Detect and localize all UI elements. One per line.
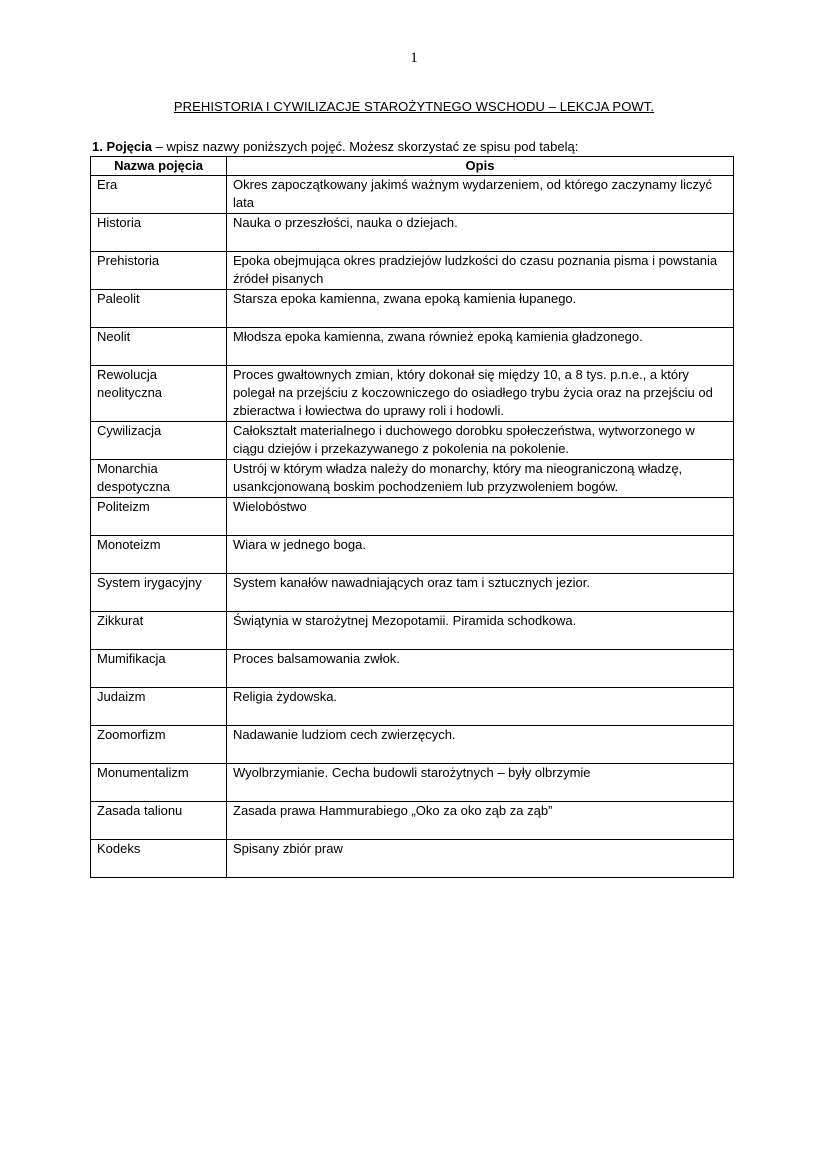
concept-name-cell: Prehistoria [91, 252, 227, 290]
concepts-table [90, 156, 734, 878]
concept-name-cell: Monumentalizm [91, 764, 227, 802]
concept-name-cell: Zikkurat [91, 612, 227, 650]
page-number: 1 [410, 50, 418, 66]
concept-name-cell: Rewolucja neolityczna [91, 366, 227, 422]
table-row [91, 688, 734, 726]
table-row [91, 498, 734, 536]
table-row [91, 422, 734, 460]
table-row [91, 840, 734, 878]
concept-name-cell: Zasada talionu [91, 802, 227, 840]
concept-description-cell: Nauka o przeszłości, nauka o dziejach. [227, 214, 734, 252]
concept-description-cell: Nadawanie ludziom cech zwierzęcych. [227, 726, 734, 764]
concept-name-cell: Politeizm [91, 498, 227, 536]
concept-name-cell: Era [91, 176, 227, 214]
task-heading [92, 139, 578, 154]
concept-description-cell: Religia żydowska. [227, 688, 734, 726]
concept-name-cell: Judaizm [91, 688, 227, 726]
concept-description-cell: Proces gwałtownych zmian, który dokonał się między 10, a 8 tys. p.n.e., a który polegał na przejściu z koczowniczego do osiadłego trybu życia oraz na przejściu od zbieractwa i łowiectwa do uprawy roli i hodowli. [227, 366, 734, 422]
concept-description-cell: Epoka obejmująca okres pradziejów ludzkości do czasu poznania pisma i powstania źródeł pisanych [227, 252, 734, 290]
concept-description-cell: Młodsza epoka kamienna, zwana również epoką kamienia gładzonego. [227, 328, 734, 366]
table-row [91, 726, 734, 764]
concept-name-cell: Paleolit [91, 290, 227, 328]
table-row [91, 536, 734, 574]
table-row [91, 574, 734, 612]
concept-description-cell: Okres zapoczątkowany jakimś ważnym wydarzeniem, od którego zaczynamy liczyć lata [227, 176, 734, 214]
concept-description-cell: Starsza epoka kamienna, zwana epoką kamienia łupanego. [227, 290, 734, 328]
concept-description-cell: Spisany zbiór praw [227, 840, 734, 878]
concept-name-cell: Mumifikacja [91, 650, 227, 688]
table-row [91, 290, 734, 328]
table-row [91, 328, 734, 366]
header-description: Opis [227, 157, 734, 176]
concept-description-cell: Ustrój w którym władza należy do monarchy, który ma nieograniczoną władzę, usankcjonowaną boskim pochodzeniem lub przyzwoleniem bogów. [227, 460, 734, 498]
concept-description-cell: Wielobóstwo [227, 498, 734, 536]
task-number: 1. [92, 139, 103, 154]
concept-name-cell: System irygacyjny [91, 574, 227, 612]
table-row [91, 650, 734, 688]
document-title: PREHISTORIA I CYWILIZACJE STAROŻYTNEGO WSCHODU – LEKCJA POWT. [173, 99, 655, 114]
concept-name-cell: Neolit [91, 328, 227, 366]
concept-description-cell: Proces balsamowania zwłok. [227, 650, 734, 688]
concept-name-cell: Zoomorfizm [91, 726, 227, 764]
concept-description-cell: Świątynia w starożytnej Mezopotamii. Piramida schodkowa. [227, 612, 734, 650]
concept-name-cell: Monoteizm [91, 536, 227, 574]
table-row [91, 612, 734, 650]
table-row [91, 764, 734, 802]
header-concept-name: Nazwa pojęcia [91, 157, 227, 176]
concept-description-cell: Wyolbrzymianie. Cecha budowli starożytnych – były olbrzymie [227, 764, 734, 802]
concept-description-cell: System kanałów nawadniających oraz tam i sztucznych jezior. [227, 574, 734, 612]
table-row [91, 176, 734, 214]
concept-description-cell: Całokształt materialnego i duchowego dorobku społeczeństwa, wytworzonego w ciągu dziejów i przekazywanego z pokolenia na pokolenie. [227, 422, 734, 460]
concept-description-cell: Zasada prawa Hammurabiego „Oko za oko ząb za ząb” [227, 802, 734, 840]
concept-name-cell: Historia [91, 214, 227, 252]
table-row [91, 802, 734, 840]
concept-name-cell: Monarchia despotyczna [91, 460, 227, 498]
table-header-row [91, 157, 734, 176]
table-row [91, 252, 734, 290]
table-row [91, 460, 734, 498]
concept-name-cell: Kodeks [91, 840, 227, 878]
concept-name-cell: Cywilizacja [91, 422, 227, 460]
table-row [91, 214, 734, 252]
task-instruction: – wpisz nazwy poniższych pojęć. Możesz skorzystać ze spisu pod tabelą: [155, 139, 579, 154]
table-row [91, 366, 734, 422]
task-name: Pojęcia [106, 139, 152, 154]
concept-description-cell: Wiara w jednego boga. [227, 536, 734, 574]
